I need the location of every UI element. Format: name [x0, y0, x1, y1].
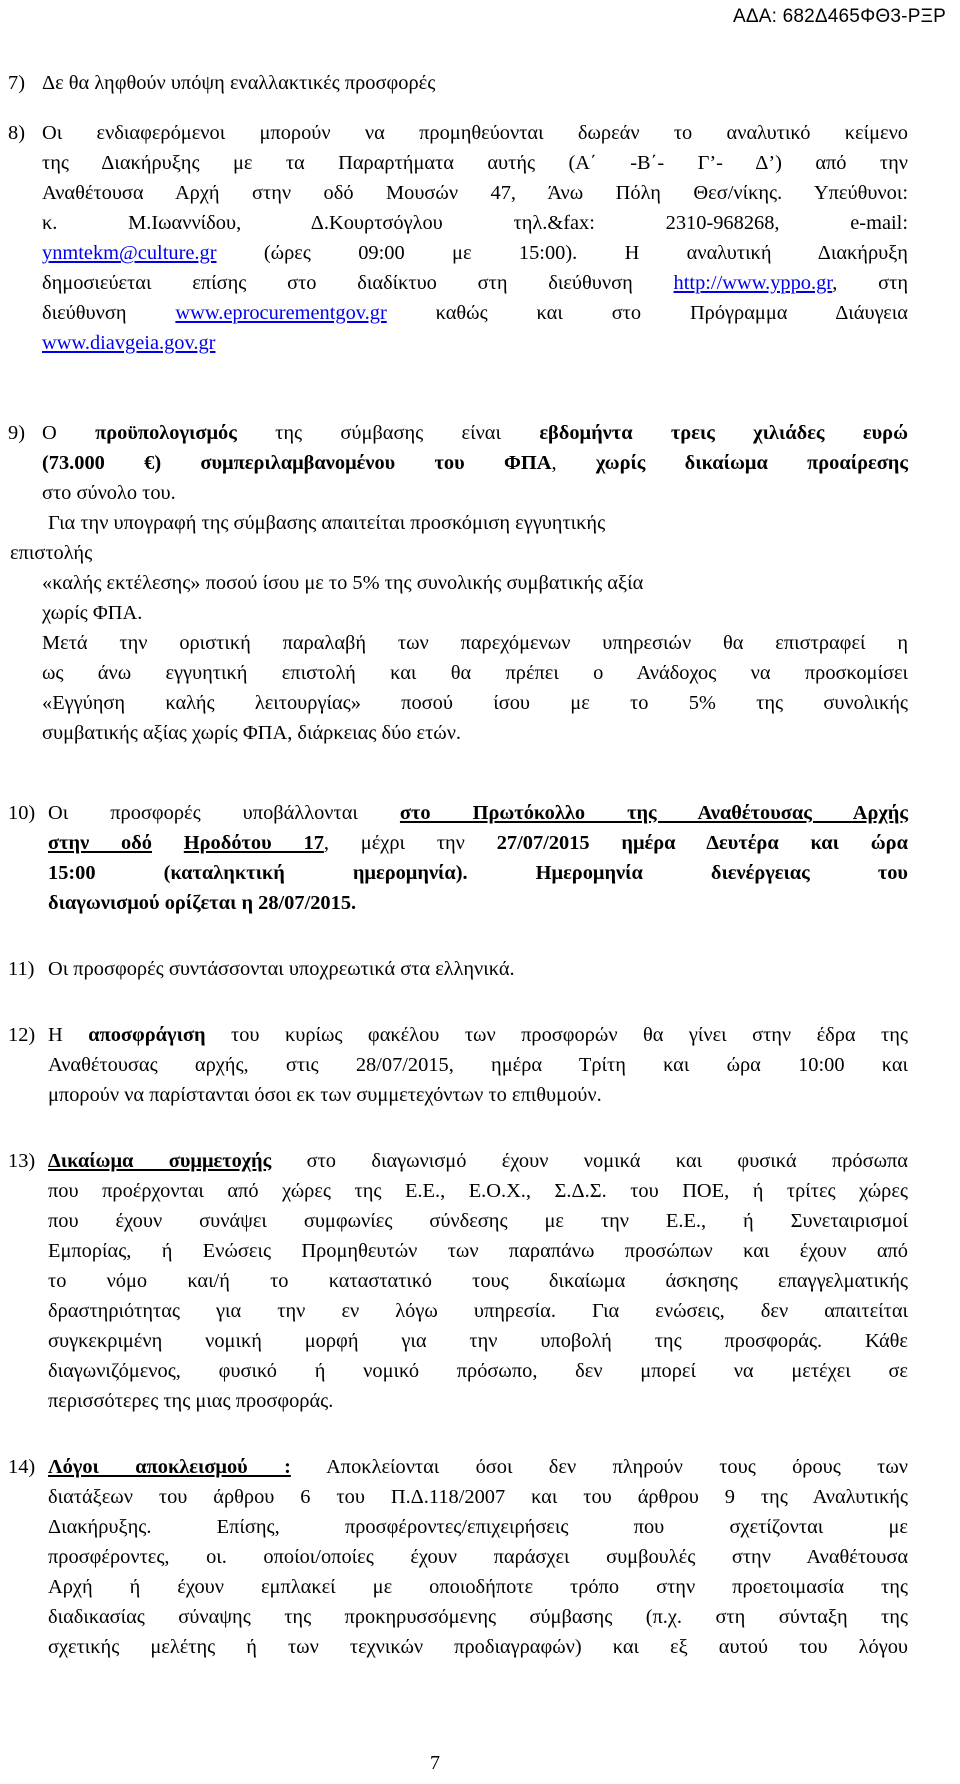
item-line: που έχουν συνάψει συμφωνίες σύνδεσης με την Ε.Ε., ή Συνεταιρισμοί [48, 1210, 908, 1232]
line-text: Η [48, 1024, 63, 1046]
item-line: προσφέροντες, οι. οποίοι/οποίες έχουν παράσχει συμβουλές στην Αναθέτουσα [48, 1546, 908, 1568]
item-line [42, 238, 908, 268]
item-line [48, 1146, 908, 1176]
item-14 [8, 1452, 908, 1662]
item-line: Αναθέτουσα Αρχή στην οδό Μουσών 47, Άνω Πόλη Θεσ/νίκης. Υπεύθυνοι: [42, 182, 908, 204]
street-label: στην οδό [48, 832, 152, 854]
item-line: κ. Μ.Ιωαννίδου, Δ.Κουρτσόγλου τηλ.&fax: 2310-968268, e-mail: [42, 212, 908, 234]
line-text: καθώς και στο Πρόγραμμα Διάυγεια [435, 302, 908, 324]
line-text: Αποκλείονται όσοι δεν πληρούν τους όρους των [326, 1456, 908, 1478]
item-11 [8, 954, 908, 984]
opening-label: αποσφράγιση [88, 1024, 206, 1046]
submission-place: στο Πρωτόκολλο της Αναθέτουσας Αρχής [399, 802, 908, 824]
item-line: «καλής εκτέλεσης» ποσού ίσου με το 5% της συνολικής συμβατικής αξία [42, 572, 644, 594]
participation-label: Δικαίωμα συμμετοχής [48, 1150, 272, 1172]
item-line: μπορούν να παρίστανται όσοι εκ των συμμετεχόντων το επιθυμούν. [48, 1084, 602, 1106]
item-line: Οι ενδιαφερόμενοι μπορούν να προμηθεύονται δωρεάν το αναλυτικό κείμενο [42, 122, 908, 144]
item-line: Μετά την οριστική παραλαβή των παρεχόμενων υπηρεσιών θα επιστραφεί η [42, 632, 908, 654]
street-address: Ηροδότου 17 [183, 832, 324, 854]
item-12 [8, 1020, 908, 1110]
item-number: 14) [8, 1456, 36, 1478]
item-line: της Διακήρυξης με τα Παραρτήματα αυτής (Α΄ -Β΄- Γ’- Δ’) από την [42, 152, 908, 174]
item-line: διαγωνιζόμενος, φυσικό ή νομικό πρόσωπο, δεν μπορεί να μετέχει σε [48, 1360, 908, 1382]
line-text: διεύθυνση [42, 302, 127, 324]
item-line: Αρχή ή έχουν εμπλακεί με οποιοδήποτε τρόπο στην προετοιμασία της [48, 1576, 908, 1598]
line-text: δημοσιεύεται επίσης στο διαδίκτυο στη διεύθυνση [42, 272, 633, 294]
item-13 [8, 1146, 908, 1416]
exclusion-label: Λόγοι αποκλεισμού : [48, 1456, 291, 1478]
line-text: του κυρίως φακέλου των προσφορών θα γίνει στην έδρα της [231, 1024, 908, 1046]
item-line [42, 298, 908, 328]
item-line [42, 418, 908, 448]
item-number: 7) [8, 72, 25, 94]
line-text: Οι προσφορές υποβάλλονται [48, 802, 358, 824]
item-line: σχετικής μελέτης ή των τεχνικών προδιαγραφών) και εξ αυτού του λόγου [48, 1636, 908, 1658]
budget-amount: (73.000 €) συμπεριλαμβανομένου του ΦΠΑ [42, 452, 552, 474]
item-number: 9) [8, 422, 25, 444]
line-text: , [551, 452, 557, 474]
item-number: 10) [8, 802, 36, 824]
item-8 [8, 118, 908, 358]
item-line: χωρίς ΦΠΑ. [42, 602, 143, 624]
deadline-date: 27/07/2015 ημέρα Δευτέρα και ώρα [496, 832, 908, 854]
item-line: που προέρχονται από χώρες της Ε.Ε., Ε.Ο.Χ., Σ.Δ.Σ. του ΠΟΕ, ή τρίτες χώρες [48, 1180, 908, 1202]
item-text: Δε θα ληφθούν υπόψη εναλλακτικές προσφορές [42, 72, 436, 94]
item-number: 13) [8, 1150, 36, 1172]
item-text: Οι προσφορές συντάσσονται υποχρεωτικά στα ελληνικά. [48, 958, 515, 980]
deadline-time: 15:00 (καταληκτική ημερομηνία). Ημερομηνία διενέργειας του [48, 862, 908, 884]
line-text: Ο [42, 422, 57, 444]
item-line: Για την υπογραφή της σύμβασης απαιτείται προσκόμιση εγγυητικής [48, 512, 606, 534]
item-line [48, 888, 908, 918]
option-clause: χωρίς δικαίωμα προαίρεσης [595, 452, 908, 474]
item-number: 8) [8, 122, 25, 144]
page-number: 7 [430, 1752, 440, 1774]
item-line [42, 268, 908, 298]
item-line: το νόμο και/ή το καταστατικό τους δικαίωμα άσκησης επαγγελματικής [48, 1270, 908, 1292]
item-line: διαδικασίας σύναψης της προκηρυσσόμενης σύμβασης (π.χ. στη σύνταξη της [48, 1606, 908, 1628]
item-line: «Εγγύηση καλής λειτουργίας» ποσού ίσου με το 5% της συνολικής [42, 692, 908, 714]
item-line [48, 1452, 908, 1482]
item-line: συμβατικής αξίας χωρίς ΦΠΑ, διάρκειας δύο ετών. [42, 722, 462, 744]
ada-code: ΑΔΑ: 682Δ465ΦΘ3-ΡΞΡ [732, 6, 946, 27]
line-text: στο διαγωνισμό έχουν νομικά και φυσικά πρόσωπα [306, 1150, 908, 1172]
line-text: , στη [832, 272, 908, 294]
yppo-link[interactable]: http://www.yppo.gr [673, 272, 833, 294]
item-line: στο σύνολο του. [42, 482, 176, 504]
item-9 [8, 418, 908, 748]
item-number: 12) [8, 1024, 36, 1046]
email-link[interactable]: ynmtekm@culture.gr [42, 242, 217, 264]
line-text: , μέχρι την [323, 832, 465, 854]
tender-date: διαγωνισμού ορίζεται η 28/07/2015. [48, 892, 357, 914]
item-line: ως άνω εγγυητική επιστολή και θα πρέπει ο Ανάδοχος να προσκομίσει [42, 662, 908, 684]
item-line: συγκεκριμένη νομική μορφή για την υποβολή της προσφοράς. Κάθε [48, 1330, 908, 1352]
item-line: Διακήρυξης. Επίσης, προσφέροντες/επιχειρήσεις που σχετίζονται με [48, 1516, 908, 1538]
item-7 [8, 68, 908, 98]
item-line [48, 858, 908, 888]
item-line [48, 798, 908, 828]
diavgeia-link[interactable]: www.diavgeia.gov.gr [42, 332, 216, 354]
item-line [48, 1020, 908, 1050]
budget-amount-words: εβδομήντα τρεις χιλιάδες ευρώ [539, 422, 908, 444]
budget-label: προϋπολογισμός [95, 422, 237, 444]
item-line: Εμπορίας, ή Ενώσεις Προμηθευτών των παραπάνω προσώπων και έχουν από [48, 1240, 908, 1262]
line-text: (ώρες 09:00 με 15:00). Η αναλυτική Διακήρυξη [263, 242, 908, 264]
item-line: δραστηριότητας για την εν λόγω υπηρεσία. Για ενώσεις, δεν απαιτείται [48, 1300, 908, 1322]
item-line: διατάξεων του άρθρου 6 του Π.Δ.118/2007 και του άρθρου 9 της Αναλυτικής [48, 1486, 908, 1508]
item-number: 11) [8, 958, 35, 980]
item-line [48, 828, 908, 858]
line-text: της σύμβασης είναι [275, 422, 501, 444]
item-line: περισσότερες της μιας προσφοράς. [48, 1390, 334, 1412]
item-line: επιστολής [10, 542, 93, 564]
item-line [42, 328, 908, 358]
item-line: Αναθέτουσας αρχής, στις 28/07/2015, ημέρα Τρίτη και ώρα 10:00 και [48, 1054, 908, 1076]
eprocurement-link[interactable]: www.eprocurementgov.gr [175, 302, 387, 324]
item-10 [8, 798, 908, 918]
item-line [42, 448, 908, 478]
